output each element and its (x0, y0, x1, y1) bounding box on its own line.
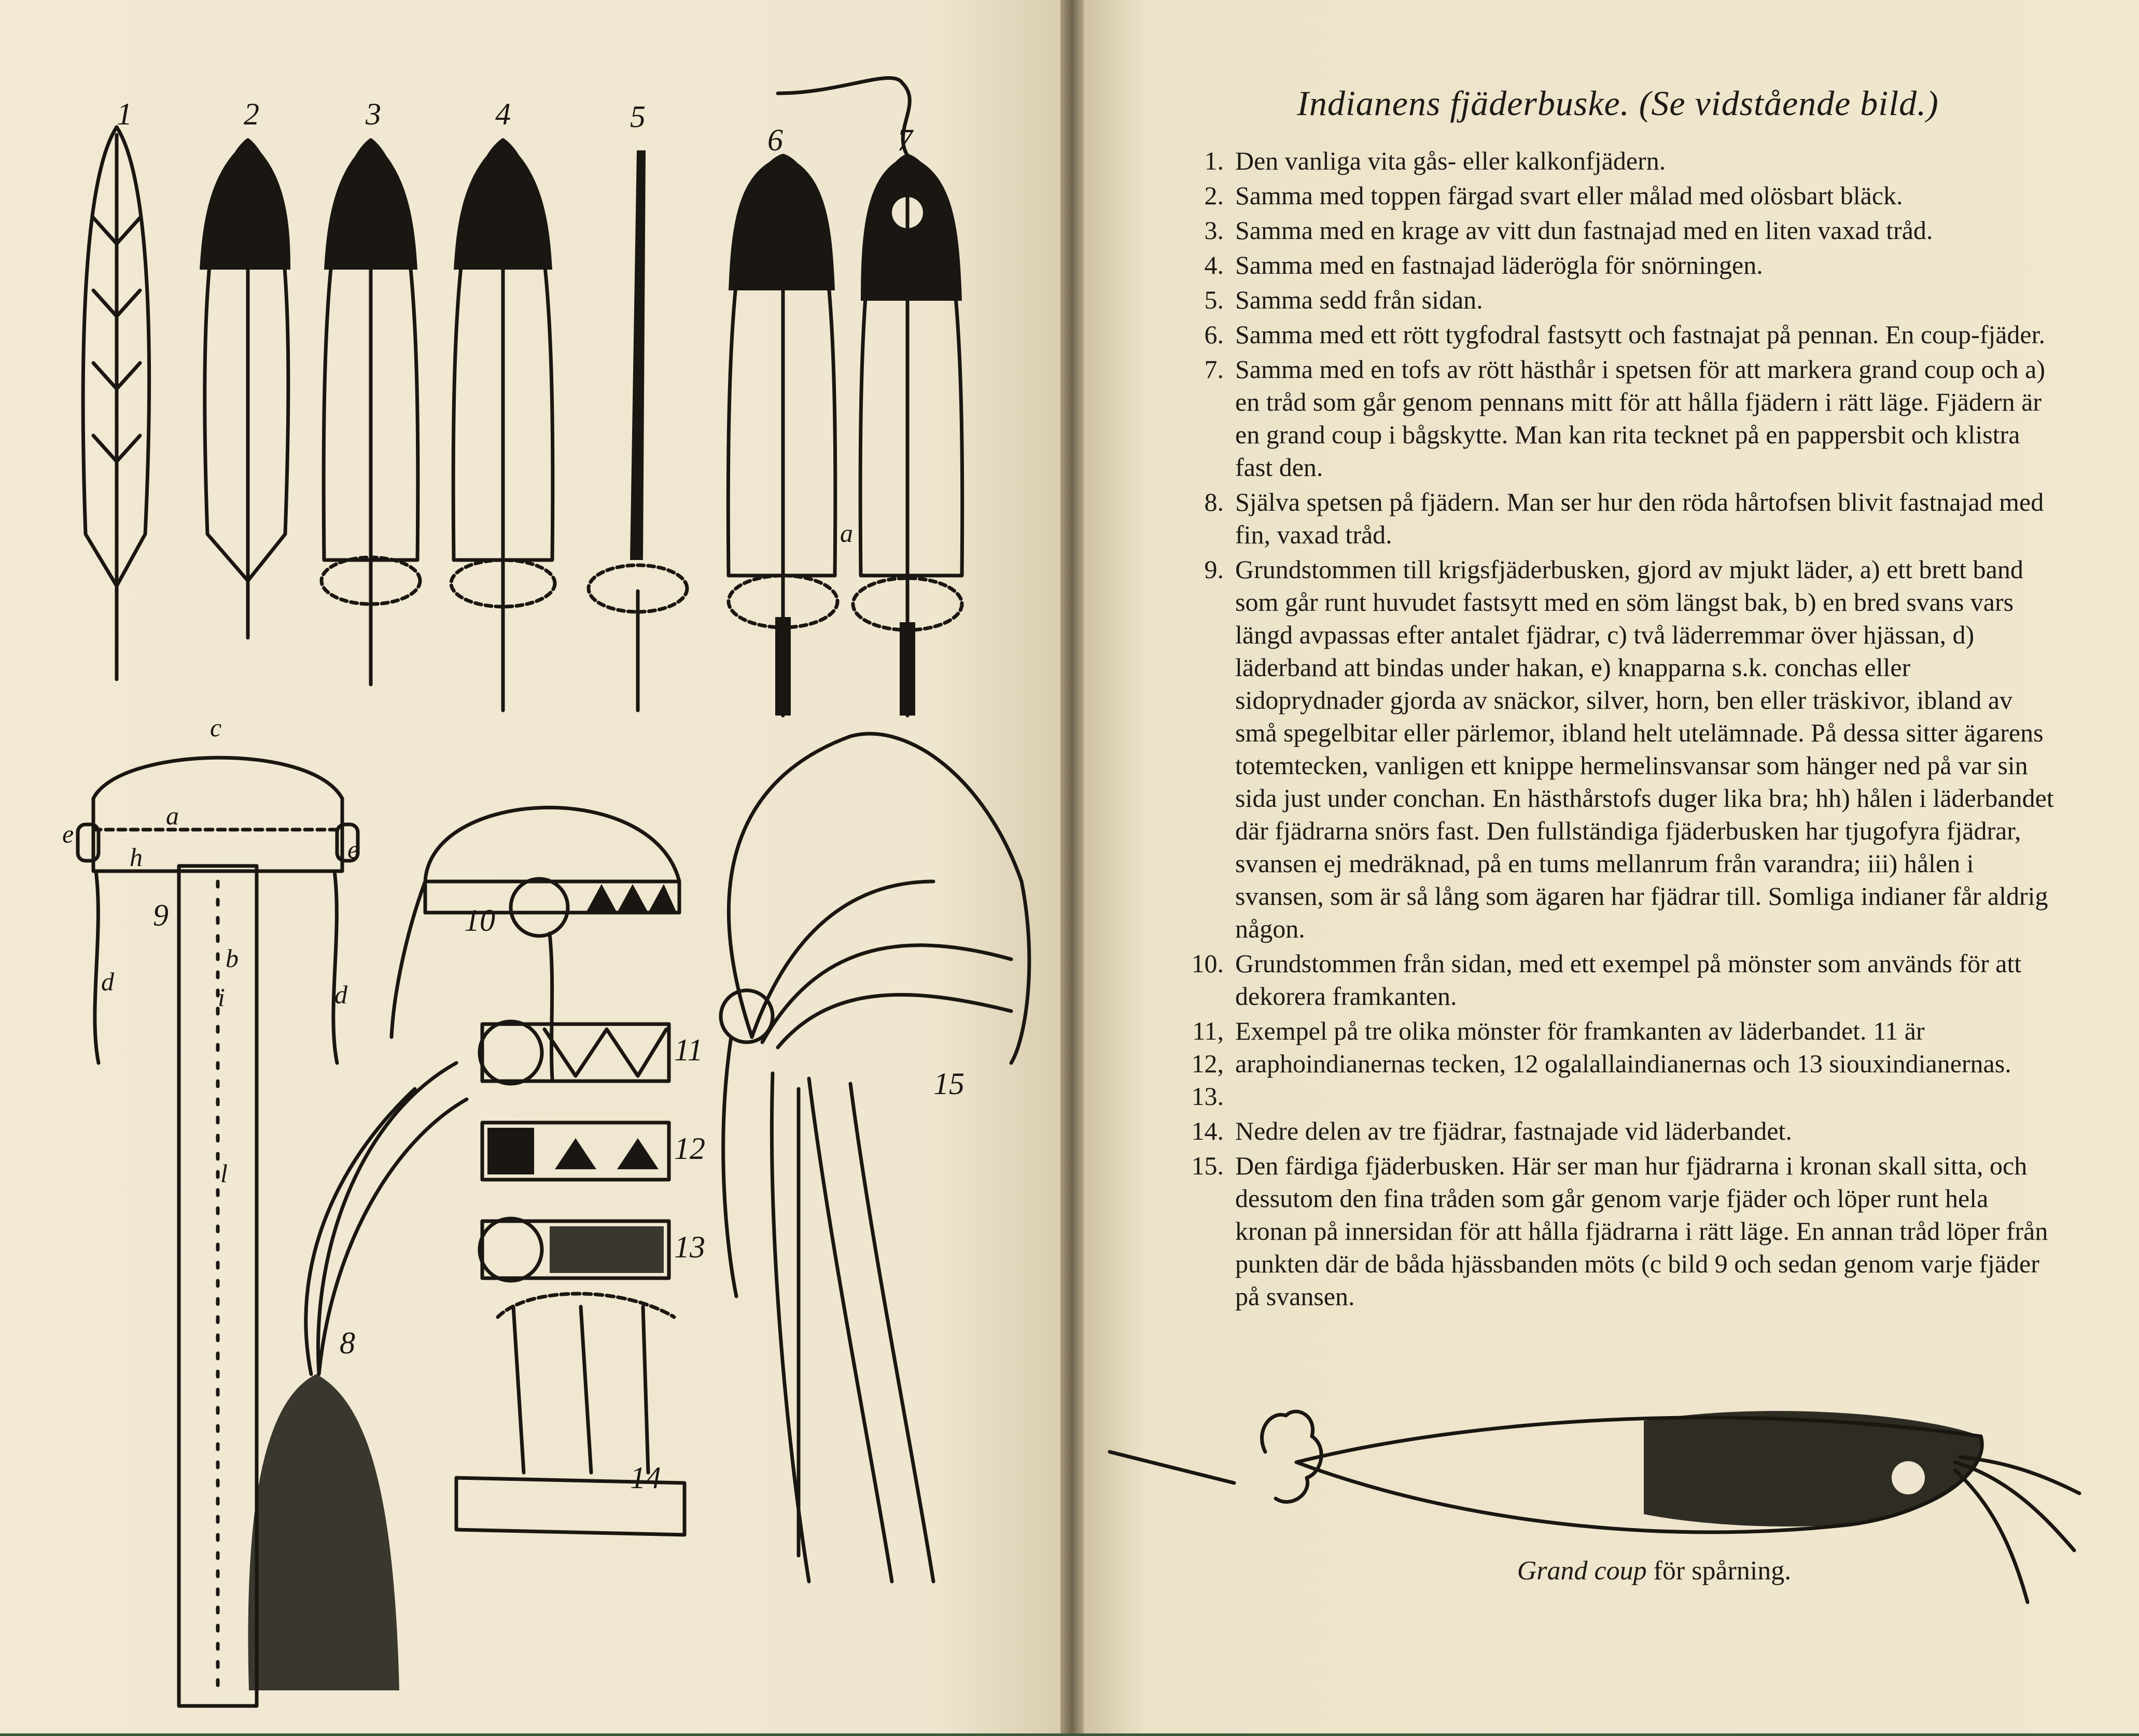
feather-5 (589, 150, 687, 710)
legend-text (1177, 83, 2059, 1315)
sub-label-e-left: e (62, 819, 74, 848)
caption-italic: Grand coup (1517, 1556, 1647, 1586)
fig-label-13: 13 (674, 1230, 705, 1264)
legend-item-text: Samma med en fastnajad läderögla för snörningen. (1235, 250, 1763, 279)
fig-label-10: 10 (464, 903, 495, 937)
fig-label-7: 7 (897, 123, 913, 157)
legend-item-text: Den vanliga vita gås- eller kalkonfjädern. (1235, 146, 1666, 175)
legend-item-number: 15. (1191, 1151, 1224, 1180)
legend-item (1177, 1150, 2059, 1313)
legend-item-text: Samma med en tofs av rött hästhår i spetsen för att markera grand coup och a) en tråd som går genom pennans mitt för att hålla fjädern i rätt läge. Fjädern är en grand coup i bågskytte. Man kan rita tecknet på en pappersbit och klistra fast den. (1235, 355, 2045, 482)
fig-label-8: 8 (340, 1326, 355, 1360)
feather-bases-14 (456, 1294, 684, 1535)
legend-item (1177, 214, 2059, 247)
sub-label-i: i (218, 983, 225, 1012)
legend-item-number: 3. (1204, 216, 1224, 245)
legend-item-number: 14. (1191, 1116, 1224, 1145)
legend-item-text: Nedre delen av tre fjädrar, fastnajade vid läderbandet. (1235, 1116, 1792, 1145)
legend-item-number: 5. (1204, 285, 1224, 314)
legend-item-number: 4. (1204, 250, 1224, 279)
legend-item-text: Samma med en krage av vitt dun fastnajad med en liten vaxad tråd. (1235, 216, 1933, 245)
legend-item (1177, 284, 2059, 316)
legend-item (1177, 179, 2059, 212)
feather-3 (321, 140, 420, 684)
feather-illustrations (0, 0, 1060, 1733)
legend-item (1177, 353, 2059, 484)
fig-label-1: 1 (117, 97, 132, 131)
legend-item (1177, 947, 2059, 1013)
sub-label-b: b (226, 944, 239, 973)
book-gutter (1060, 0, 1084, 1733)
legend-item-text: Exempel på tre olika mönster för framkanten av läderbandet. 11 är araphoindianernas tecken, 12 ogalallaindianernas och 13 siouxindianernas. (1235, 1016, 2011, 1078)
legend-item-text: Samma sedd från sidan. (1235, 285, 1483, 314)
fig-label-14: 14 (630, 1461, 661, 1495)
legend-item-number: 6. (1204, 320, 1224, 349)
sub-label-e-right: e (347, 835, 359, 864)
headdress-15 (721, 734, 1029, 1581)
legend-item-text: Grundstommen till krigsfjäderbusken, gjord av mjukt läder, a) ett brett band som går runt huvudet fastsytt med en söm längst bak, b) en bred svans vars längd avpassas efter antalet fjädrar, c) två läderremmar över hjässan, d) läderband att bindas under hakan, e) knapparna s.k. conchas eller sidoprydnader gjorda av snäckor, silver, horn, ben eller träskivor, ibland av små spegelbitar eller pärlemor, ibland helt utelämnade. På dessa sitter ägarens totemtecken, vanligen ett knippe hermelinsvansar som hänger ned på var sin sida just under conchan. En hästhårstofs duger lika bra; hh) hålen i läderbandet där fjädrarna snörs fast. Den fullständiga fjäderbusken har tjugofyra fjädrar, svansen ej medräknad, på en tums mellanrum från varandra; iii) hålen i svansen, som är så lång som ägaren har fjädrar till. Somliga indianer får aldrig någon. (1235, 555, 2054, 943)
fig-label-4: 4 (495, 97, 511, 131)
legend-item (1177, 145, 2059, 177)
fig-label-6: 6 (767, 123, 783, 157)
sub-label-a: a (840, 519, 853, 548)
legend-item (1177, 249, 2059, 282)
legend-item (1177, 1115, 2059, 1147)
fig-label-15: 15 (933, 1067, 964, 1101)
figure-caption (1421, 1556, 1888, 1586)
legend-item-number: 11, 12, 13. (1191, 1016, 1224, 1111)
feather-tip-8 (248, 1063, 467, 1690)
fig-label-9: 9 (153, 898, 169, 932)
feather-2 (200, 140, 290, 638)
sub-label-d-left: d (101, 967, 114, 996)
pattern-11 (480, 1021, 669, 1084)
legend-item-number: 9. (1204, 555, 1224, 584)
feather-6 (728, 156, 837, 716)
feather-4 (451, 140, 555, 710)
sub-label-d-right: d (334, 980, 347, 1009)
frame-figure-10 (392, 807, 679, 1079)
legend-item (1177, 1015, 2059, 1113)
fig-label-2: 2 (244, 97, 259, 131)
sub-label-a-band: a (166, 801, 179, 830)
legend-item (1177, 486, 2059, 551)
sub-label-l: l (220, 1159, 228, 1188)
sub-label-h: h (130, 843, 143, 872)
legend-item-text: Grundstommen från sidan, med ett exempel på mönster som används för att dekorera framkanten. (1235, 949, 2022, 1011)
fig-label-11: 11 (674, 1033, 703, 1067)
legend-item-number: 2. (1204, 181, 1224, 210)
page-heading: Indianens fjäderbuske. (Se vidstående bild.) (1297, 83, 1939, 123)
fig-label-3: 3 (366, 97, 381, 131)
fig-label-12: 12 (674, 1131, 705, 1166)
legend-item-number: 1. (1204, 146, 1224, 175)
grand-coup-feather-illustration (1099, 1359, 2085, 1649)
legend-item-text: Samma med ett rött tygfodral fastsytt och fastnajat på pennan. En coup-fjäder. (1235, 320, 2046, 349)
legend-list (1177, 145, 2059, 1313)
pattern-12 (482, 1123, 669, 1180)
legend-item-text: Den färdiga fjäderbusken. Här ser man hur fjädrarna i kronan skall sitta, och dessutom den fina tråden som går genom varje fjäder och löper runt hela kronan på innersidan för att hålla fjädrarna i rätt läge. En annan tråd löper från punkten där de båda hjässbanden möts (c bild 9 och sedan genom varje fjäder på svansen. (1235, 1151, 2048, 1311)
legend-item-text: Själva spetsen på fjädern. Man ser hur den röda hårtofsen blivit fastnajad med fin, vaxad tråd. (1235, 487, 2044, 549)
legend-item-number: 7. (1204, 355, 1224, 384)
legend-item (1177, 318, 2059, 351)
legend-item (1177, 553, 2059, 945)
legend-item-number: 8. (1204, 487, 1224, 516)
left-page (0, 0, 1060, 1733)
legend-item-text: Samma med toppen färgad svart eller målad med olösbart bläck. (1235, 181, 1903, 210)
fig-label-5: 5 (630, 100, 646, 134)
pattern-13 (480, 1219, 669, 1281)
sub-label-c: c (210, 713, 222, 742)
legend-item-number: 10. (1191, 949, 1224, 978)
feather-1 (83, 127, 149, 679)
caption-rest: för spårning. (1646, 1556, 1792, 1586)
